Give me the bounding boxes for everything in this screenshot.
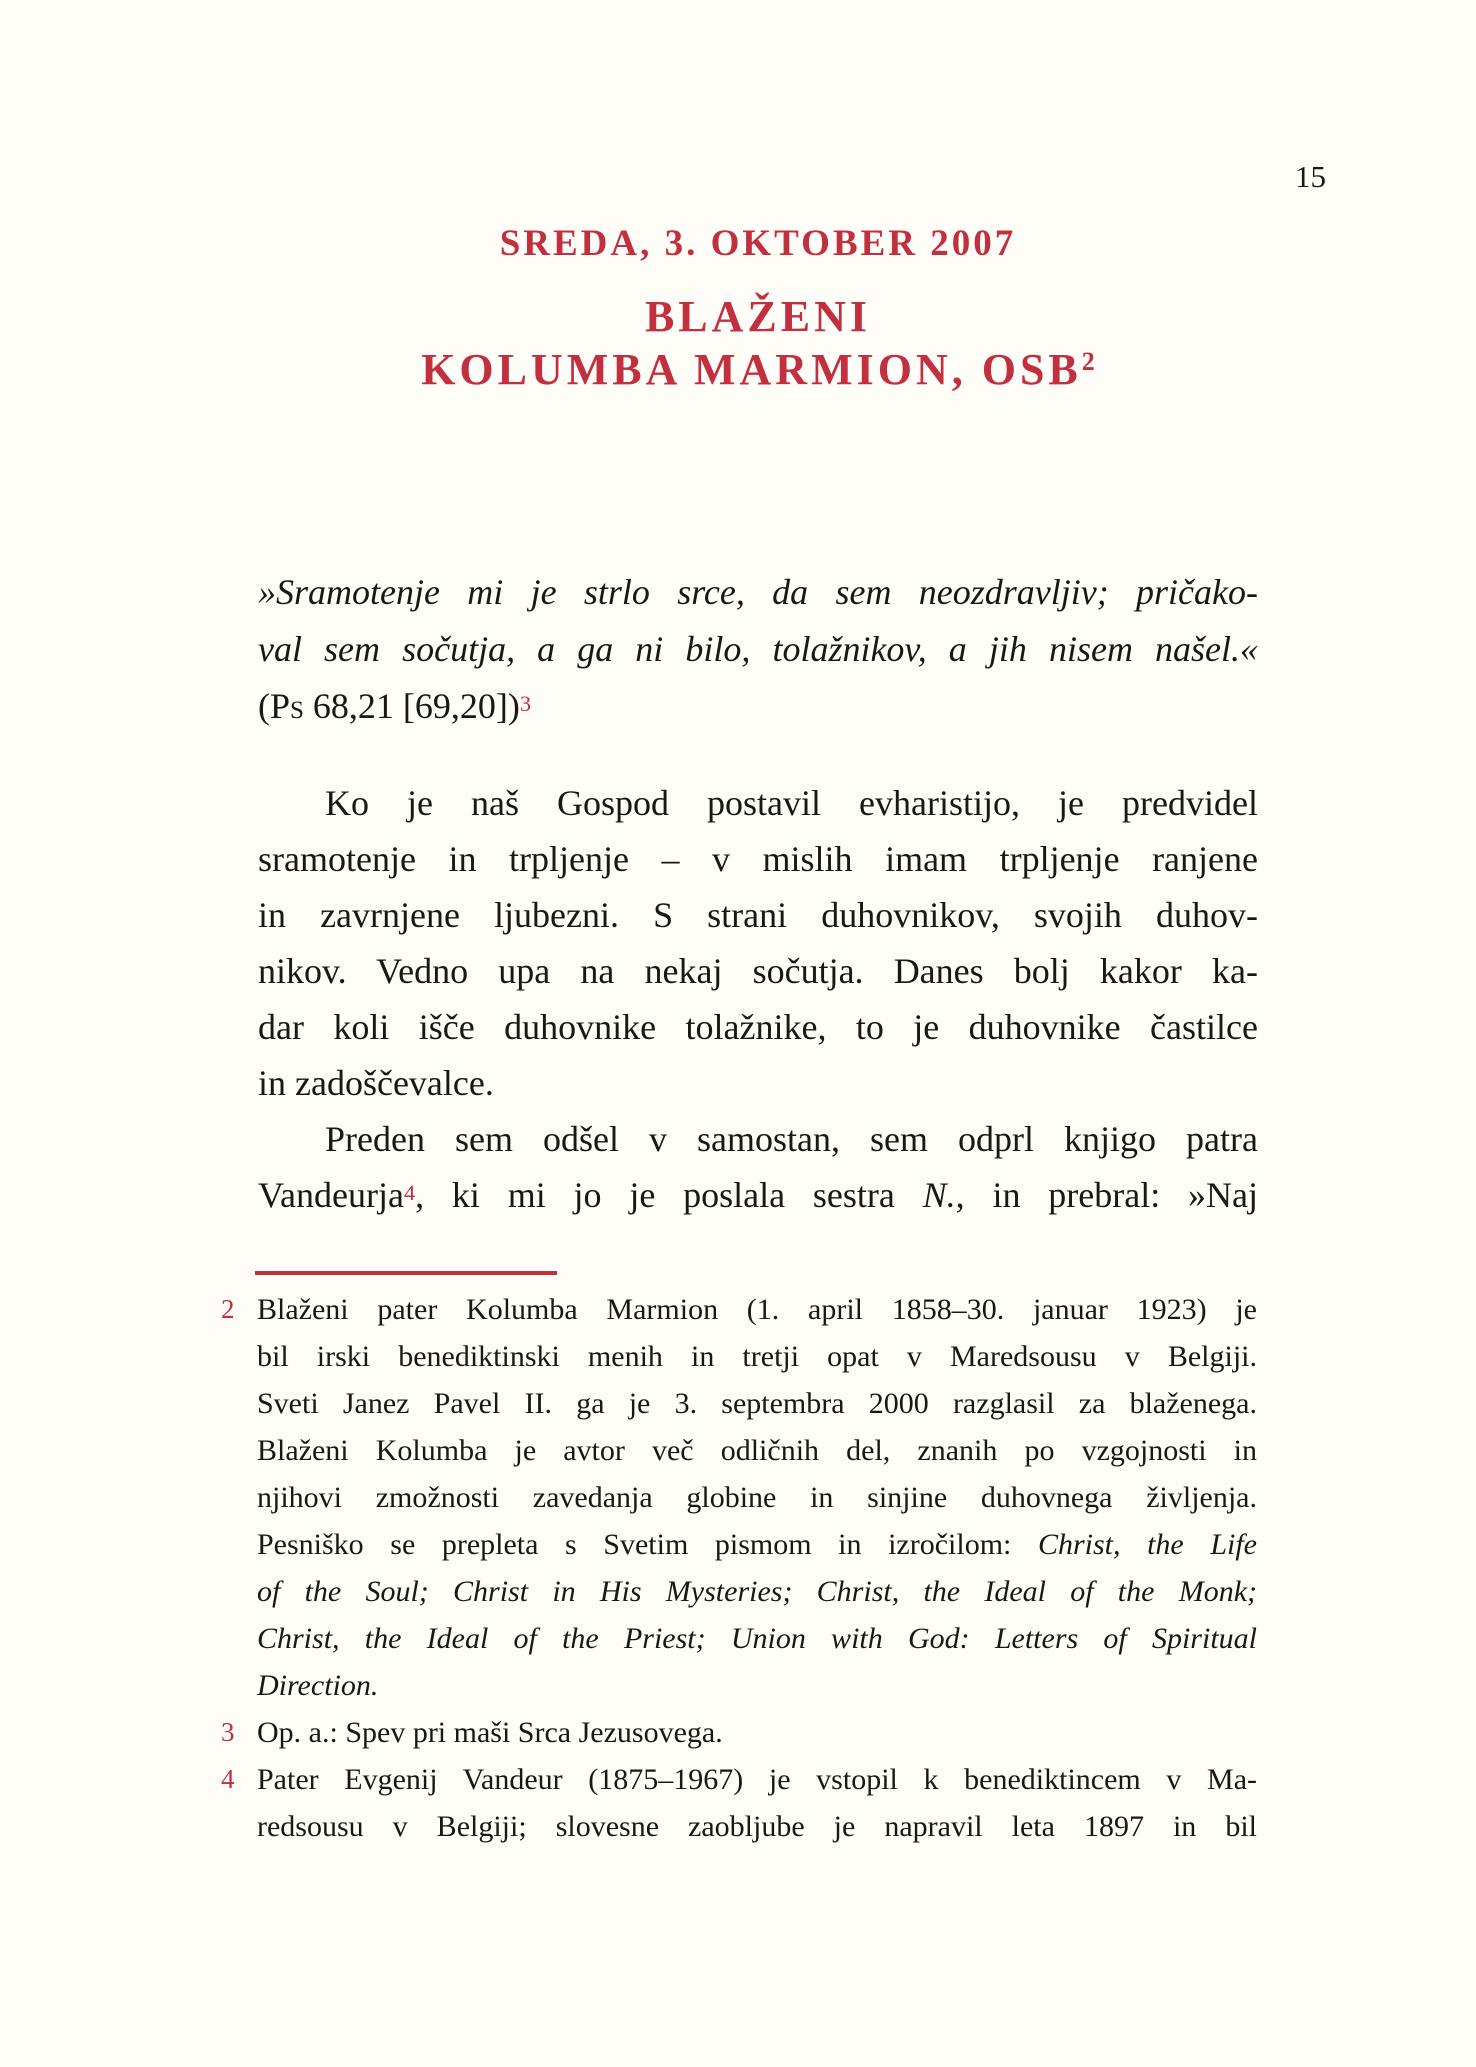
text-run: , in prebral: »Naj [955,1175,1258,1215]
text-run: Christ, the Life [1037,1528,1257,1561]
text-line [257,1803,1257,1850]
text-line [258,831,1258,887]
text-run: Christ, the Ideal of the Priest; Union with God: Letters of Spiritual [257,1622,1257,1655]
footnote-ref: 4 [403,1179,416,1205]
text-line [258,678,1258,735]
footnote-number: 2 [221,1294,235,1324]
text-run: N. [922,1175,956,1215]
text-line [257,1474,1257,1521]
footnote [221,1756,1258,1850]
footnote [221,1286,1258,1709]
text-run: Vandeurja [258,1175,404,1215]
text-run: Sveti Janez Pavel II. ga je 3. septembra 2000 razglasil za blaženega. [257,1387,1257,1420]
text-line [258,621,1258,678]
text-line [258,1111,1258,1167]
text-run: 68,21 [69,20]) [303,686,520,726]
footnote-separator-rule [255,1271,557,1275]
text-run: dar koli išče duhovnike tolažnike, to je duhovnike častilce [258,1007,1258,1047]
text-run: sramotenje in trpljenje – v mislih imam trpljenje ranjene [258,839,1258,879]
text-line [258,1055,1258,1111]
text-line [257,1615,1257,1662]
scripture-quote [258,564,1258,735]
text-run: of the Soul; Christ in His Mysteries; Christ, the Ideal of the Monk; [257,1575,1257,1608]
paragraph [258,1111,1258,1223]
footnote-text [257,1286,1257,1709]
footnote-number: 3 [221,1717,235,1747]
text-line [258,564,1258,621]
text-run: »Sramotenje mi je strlo srce, da sem neozdravljiv; pričako- [258,572,1258,612]
chapter-title-text: KOLUMBA MARMION, OSB [421,345,1082,394]
text-run: in zadoščevalce. [258,1063,494,1103]
text-line [257,1333,1257,1380]
text-line [257,1286,1257,1333]
text-run: Pater Evgenij Vandeur (1875–1967) je vstopil k benediktincem v Ma- [257,1763,1257,1796]
footnotes-section [221,1286,1258,1850]
text-run: redsousu v Belgiji; slovesne zaobljube je napravil leta 1897 in bil [257,1810,1257,1843]
text-line [258,1167,1258,1223]
text-run: Pesniško se prepleta s Svetim pismom in izročilom: [257,1528,1038,1561]
chapter-title-line-2 [218,343,1298,402]
footnote-text [257,1756,1257,1850]
text-run: Preden sem odšel v samostan, sem odprl knjigo patra [325,1119,1258,1159]
text-run: njihovi zmožnosti zavedanja globine in sinjine duhovnega življenja. [257,1481,1257,1514]
text-run: , ki mi jo je poslala sestra [415,1175,923,1215]
paragraph [258,775,1258,1111]
text-line [257,1380,1257,1427]
date-heading: SREDA, 3. OKTOBER 2007 [499,223,1017,264]
footnote [221,1709,1258,1756]
footnote-number: 4 [221,1764,235,1794]
text-line [257,1709,1257,1756]
chapter-title-line-1: BLAŽENI [644,292,872,341]
text-run: (P [258,686,291,726]
footnote-ref: 3 [519,690,532,716]
text-line [257,1427,1257,1474]
text-line [258,775,1258,831]
text-line [258,943,1258,999]
text-run: Direction. [257,1669,379,1702]
text-run: val sem sočutja, a ga ni bilo, tolažnikov, a jih nisem našel.« [258,629,1258,669]
text-run: nikov. Vedno upa na nekaj sočutja. Danes bolj kakor ka- [258,951,1258,991]
footnote-text [257,1709,1257,1756]
page-number: 15 [1295,159,1326,194]
text-line [258,999,1258,1055]
text-run: bil irski benediktinski menih in tretji opat v Maredsousu v Belgiji. [257,1340,1257,1373]
text-line [257,1568,1257,1615]
text-line [257,1756,1257,1803]
text-run: Blaženi pater Kolumba Marmion (1. april 1858–30. januar 1923) je [257,1293,1257,1326]
footnote-ref: 2 [1081,347,1095,376]
text-run: s [290,686,304,726]
text-run: Blaženi Kolumba je avtor več odličnih del, znanih po vzgojnosti in [257,1434,1257,1467]
text-line [258,887,1258,943]
text-run: Op. a.: Spev pri maši Srca Jezusovega. [257,1716,723,1749]
text-line [257,1662,1257,1709]
chapter-title [218,290,1298,402]
body-text [258,775,1258,1223]
text-run: Ko je naš Gospod postavil evharistijo, je predvidel [325,783,1258,823]
text-line [257,1521,1257,1568]
text-run: in zavrnjene ljubezni. S strani duhovnikov, svojih duhov- [258,895,1258,935]
